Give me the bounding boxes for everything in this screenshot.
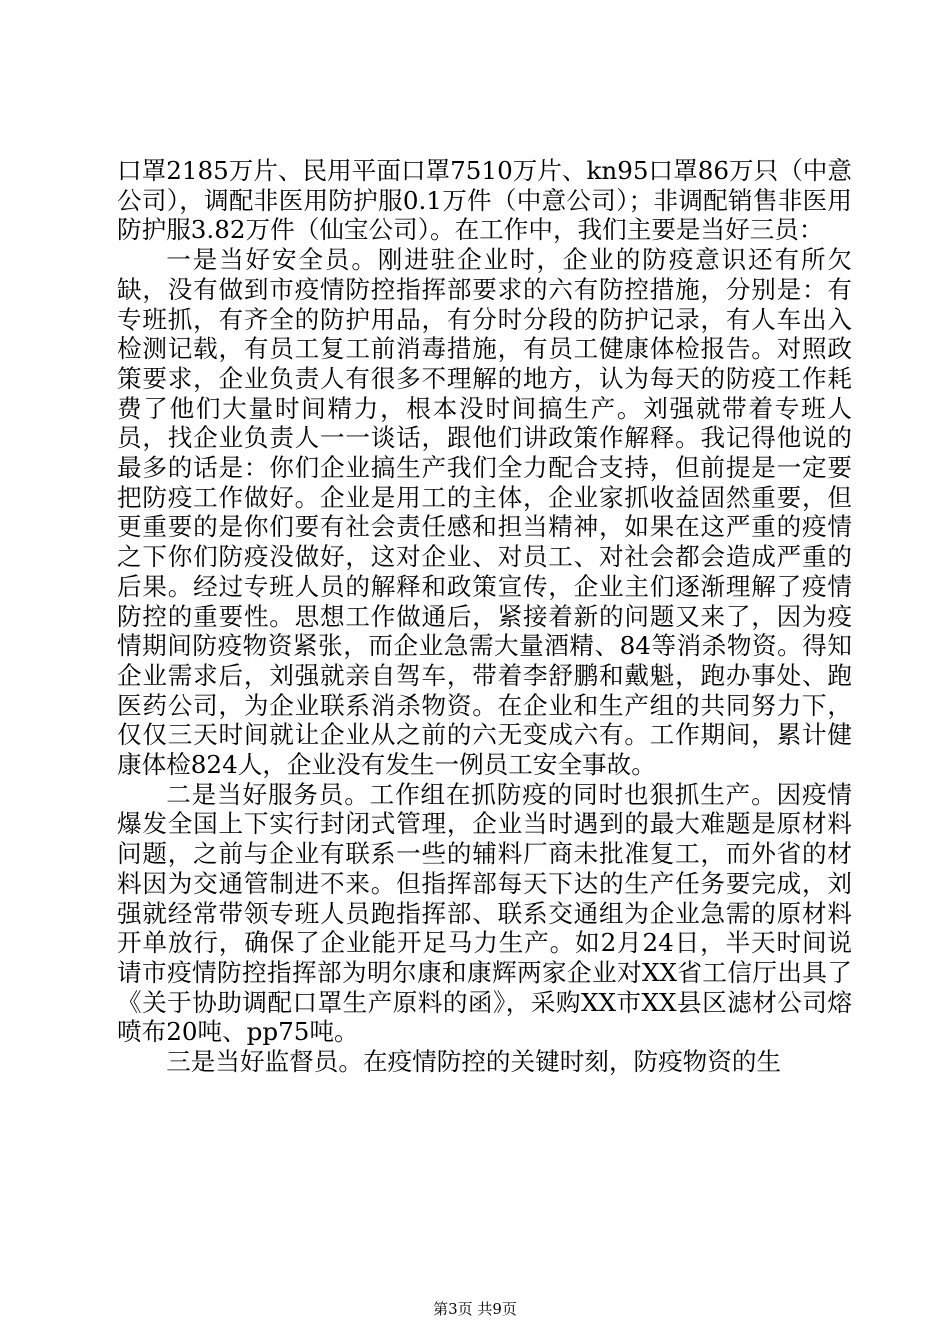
- paragraph-2: 一是当好安全员。刚进驻企业时，企业的防疫意识还有所欠缺，没有做到市疫情防控指挥部要求的六有防控措施，分别是：有专班抓，有齐全的防护用品，有分时分段的防护记录，有人车出入检测记载，有员工复工前消毒措施，有员工健康体检报告。对照政策要求，企业负责人有很多不理解的地方，认为每天的防疫工作耗费了他们大量时间精力，根本没时间搞生产。刘强就带着专班人员，找企业负责人一一谈话，跟他们讲政策作解释。我记得他说的最多的话是：你们企业搞生产我们全力配合支持，但前提是一定要把防疫工作做好。企业是用工的主体，企业家抓收益固然重要，但更重要的是你们要有社会责任感和担当精神，如果在这严重的疫情之下你们防疫没做好，这对企业、对员工、对社会都会造成严重的后果。经过专班人员的解释和政策宣传，企业主们逐渐理解了疫情防控的重要性。思想工作做通后，紧接着新的问题又来了，因为疫情期间防疫物资紧张，而企业急需大量酒精、84等消杀物资。得知企业需求后，刘强就亲自驾车，带着李舒鹏和戴魁，跑办事处、跑医药公司，为企业联系消杀物资。在企业和生产组的共同努力下，仅仅三天时间就让企业从之前的六无变成六有。工作期间，累计健康体检824人，企业没有发生一例员工安全事故。: [117, 245, 852, 780]
- page-number-footer: 第3页 共9页: [433, 1300, 517, 1318]
- paragraph-1: 口罩2185万片、民用平面口罩7510万片、kn95口罩86万只（中意公司），调配非医用防护服0.1万件（中意公司）；非调配销售非医用防护服3.82万件（仙宝公司）。在工作中，我们主要是当好三员：: [117, 156, 852, 245]
- document-body: [117, 156, 852, 1077]
- paragraph-4: 三是当好监督员。在疫情防控的关键时刻，防疫物资的生: [166, 1047, 782, 1077]
- paragraph-3: 二是当好服务员。工作组在抓防疫的同时也狠抓生产。因疫情爆发全国上下实行封闭式管理，企业当时遇到的最大难题是原材料问题，之前与企业有联系一些的辅料厂商未批准复工，而外省的材料因为交通管制进不来。但指挥部每天下达的生产任务要完成，刘强就经常带领专班人员跑指挥部、联系交通组为企业急需的原材料开单放行，确保了企业能开足马力生产。如2月24日，半天时间说请市疫情防控指挥部为明尔康和康辉两家企业对XX省工信厅出具了《关于协助调配口罩生产原料的函》，采购XX市XX县区滤材公司熔喷布20吨、pp75吨。: [117, 779, 852, 1047]
